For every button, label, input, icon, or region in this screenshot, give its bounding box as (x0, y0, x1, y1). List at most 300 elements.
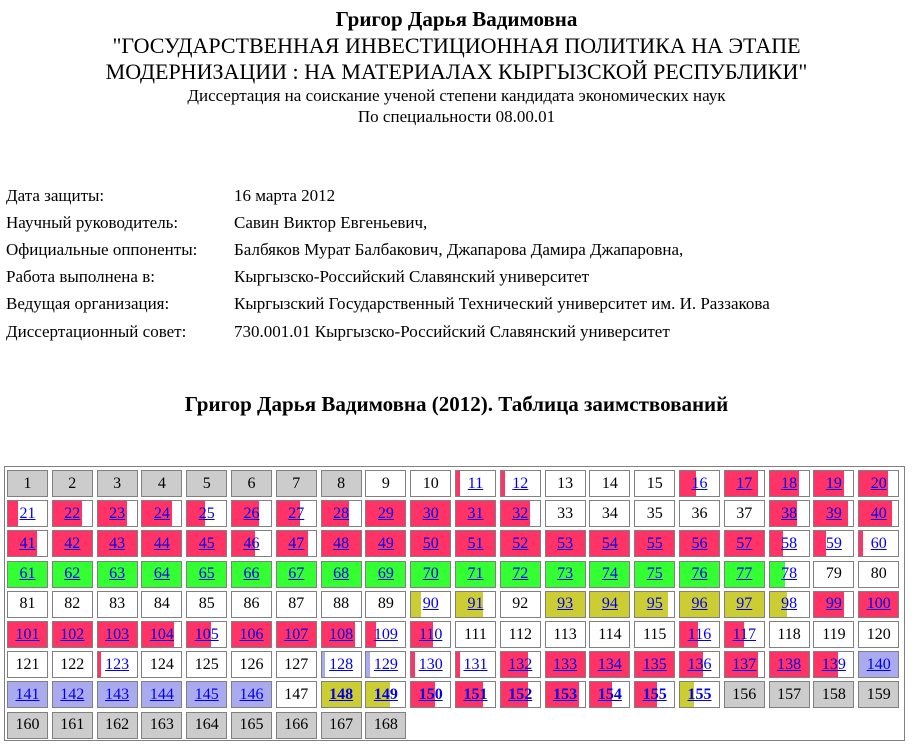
page-cell-133[interactable] (545, 651, 586, 678)
page-number: 122 (60, 655, 85, 673)
page-cell-143[interactable] (97, 681, 138, 708)
page-cell-131[interactable] (455, 651, 496, 678)
page-link[interactable]: 24 (153, 504, 170, 522)
similarity-fill (501, 471, 505, 496)
page-cell-115 (634, 621, 675, 648)
page-link[interactable]: 32 (512, 504, 529, 522)
page-number: 115 (642, 625, 667, 643)
page-cell-47[interactable] (276, 530, 317, 557)
page-link[interactable]: 76 (691, 565, 708, 583)
page-cell-72[interactable] (500, 561, 541, 588)
page-cell-57[interactable] (724, 530, 765, 557)
page-cell-30[interactable] (410, 500, 451, 527)
page-link[interactable]: 150 (418, 685, 443, 703)
page-link[interactable]: 136 (687, 655, 712, 673)
page-link[interactable]: 43 (109, 534, 126, 552)
page-cell-79 (813, 561, 854, 588)
page-link[interactable]: 55 (646, 534, 663, 552)
page-number: 36 (691, 504, 708, 522)
page-link[interactable]: 27 (288, 504, 305, 522)
page-link[interactable]: 42 (64, 534, 81, 552)
page-link[interactable]: 20 (870, 474, 887, 492)
author-name: Григор Дарья Вадимовна (335, 7, 578, 31)
page-cell-139[interactable] (813, 651, 854, 678)
page-cell-135[interactable] (634, 651, 675, 678)
page-link[interactable]: 53 (557, 534, 574, 552)
similarity-fill (411, 652, 415, 677)
page-link[interactable]: 58 (781, 534, 798, 552)
page-link[interactable]: 21 (19, 504, 36, 522)
page-number: 9 (381, 474, 390, 492)
page-cell-17[interactable] (724, 470, 765, 497)
page-link[interactable]: 29 (377, 504, 394, 522)
page-link[interactable]: 31 (467, 504, 484, 522)
page-cell-6 (231, 470, 272, 497)
page-number: 156 (732, 685, 757, 703)
page-cell-106[interactable] (231, 621, 272, 648)
page-cell-164 (186, 712, 227, 739)
page-link[interactable]: 60 (870, 534, 887, 552)
page-cell-117[interactable] (724, 621, 765, 648)
page-cell-55[interactable] (634, 530, 675, 557)
page-cell-40[interactable] (858, 500, 899, 527)
page-cell-142[interactable] (52, 681, 93, 708)
page-cell-144[interactable] (141, 681, 182, 708)
page-link[interactable]: 155 (642, 685, 667, 703)
page-cell-7 (276, 470, 317, 497)
page-number: 165 (239, 716, 264, 734)
page-link[interactable]: 66 (243, 565, 260, 583)
page-cell-141[interactable] (7, 681, 48, 708)
page-cell-70[interactable] (410, 561, 451, 588)
page-link[interactable]: 106 (239, 625, 264, 643)
page-number: 3 (113, 474, 122, 492)
page-number: 80 (870, 565, 887, 583)
page-cell-35 (634, 500, 675, 527)
page-cell-95[interactable] (634, 591, 675, 618)
page-link[interactable]: 140 (866, 655, 891, 673)
page-cell-137[interactable] (724, 651, 765, 678)
page-number: 160 (15, 716, 40, 734)
page-link[interactable]: 57 (736, 534, 753, 552)
page-cell-140[interactable] (858, 651, 899, 678)
page-number: 166 (284, 716, 309, 734)
info-value: Савин Виктор Евгеньевич, (234, 212, 428, 232)
page-link[interactable]: 108 (329, 625, 354, 643)
page-link[interactable]: 73 (557, 565, 574, 583)
page-cell-82 (52, 591, 93, 618)
similarity-fill (456, 471, 460, 496)
page-cell-107[interactable] (276, 621, 317, 648)
page-cell-4 (141, 470, 182, 497)
page-cell-11[interactable] (455, 470, 496, 497)
page-link[interactable]: 62 (64, 565, 81, 583)
page-cell-51[interactable] (455, 530, 496, 557)
page-cell-5 (186, 470, 227, 497)
page-cell-159 (858, 681, 899, 708)
page-cell-18[interactable] (769, 470, 810, 497)
page-cell-154[interactable] (589, 681, 630, 708)
page-link[interactable]: 18 (781, 474, 798, 492)
page-cell-19[interactable] (813, 470, 854, 497)
page-cell-56[interactable] (679, 530, 720, 557)
page-cell-77[interactable] (724, 561, 765, 588)
page-link[interactable]: 90 (422, 595, 439, 613)
page-cell-114 (589, 621, 630, 648)
page-link[interactable]: 54 (601, 534, 618, 552)
page-link[interactable]: 45 (198, 534, 215, 552)
page-link[interactable]: 25 (198, 504, 215, 522)
page-cell-69[interactable] (365, 561, 406, 588)
page-cell-147 (276, 681, 317, 708)
page-cell-127 (276, 651, 317, 678)
page-link[interactable]: 11 (467, 474, 484, 492)
page-cell-36 (679, 500, 720, 527)
page-link[interactable]: 153 (553, 685, 578, 703)
page-cell-104[interactable] (141, 621, 182, 648)
page-link[interactable]: 143 (105, 685, 130, 703)
page-cell-78[interactable] (769, 561, 810, 588)
page-link[interactable]: 75 (646, 565, 663, 583)
info-value: Кыргызский Государственный Технический университет им. И. Раззакова (234, 294, 770, 314)
page-cell-42[interactable] (52, 530, 93, 557)
page-cell-89 (365, 591, 406, 618)
page-cell-102[interactable] (52, 621, 93, 648)
page-cell-25[interactable] (186, 500, 227, 527)
page-cell-61[interactable] (7, 561, 48, 588)
page-link[interactable]: 22 (64, 504, 81, 522)
page-link[interactable]: 94 (601, 595, 618, 613)
page-cell-59[interactable] (813, 530, 854, 557)
info-label: Дата защиты: (6, 185, 105, 205)
page-link[interactable]: 72 (512, 565, 529, 583)
page-link[interactable]: 69 (377, 565, 394, 583)
page-cell-97[interactable] (724, 591, 765, 618)
page-number: 92 (512, 595, 529, 613)
page-cell-99[interactable] (813, 591, 854, 618)
page-link[interactable]: 50 (422, 534, 439, 552)
page-cell-80 (858, 561, 899, 588)
page-cell-83 (97, 591, 138, 618)
page-link[interactable]: 116 (687, 625, 712, 643)
page-link[interactable]: 117 (732, 625, 756, 643)
page-cell-43[interactable] (97, 530, 138, 557)
page-cell-2 (52, 470, 93, 497)
page-link[interactable]: 17 (736, 474, 753, 492)
page-cell-13 (545, 470, 586, 497)
page-link[interactable]: 38 (781, 504, 798, 522)
page-cell-100[interactable] (858, 591, 899, 618)
page-cell-74[interactable] (589, 561, 630, 588)
page-link[interactable]: 46 (243, 534, 260, 552)
page-cell-163 (141, 712, 182, 739)
page-link[interactable]: 131 (463, 655, 488, 673)
borrowings-table-title: Григор Дарья Вадимовна (2012). Таблица заимствований (184, 392, 729, 416)
page-cell-28[interactable] (321, 500, 362, 527)
page-number: 126 (239, 655, 264, 673)
page-link[interactable]: 102 (60, 625, 85, 643)
page-link[interactable]: 110 (418, 625, 443, 643)
page-cell-155[interactable] (679, 681, 720, 708)
page-cell-108[interactable] (321, 621, 362, 648)
page-link[interactable]: 103 (105, 625, 130, 643)
page-link[interactable]: 59 (825, 534, 842, 552)
page-number: 4 (157, 474, 166, 492)
page-link[interactable]: 151 (463, 685, 488, 703)
page-link[interactable]: 101 (15, 625, 40, 643)
page-cell-44[interactable] (141, 530, 182, 557)
page-cell-66[interactable] (231, 561, 272, 588)
similarity-fill (98, 652, 102, 677)
page-cell-96[interactable] (679, 591, 720, 618)
page-link[interactable]: 49 (377, 534, 394, 552)
page-cell-73[interactable] (545, 561, 586, 588)
page-link[interactable]: 64 (153, 565, 170, 583)
info-row (6, 291, 770, 318)
page-cell-9 (365, 470, 406, 497)
page-link[interactable]: 98 (781, 595, 798, 613)
page-cell-148[interactable] (321, 681, 362, 708)
page-link[interactable]: 99 (825, 595, 842, 613)
page-link[interactable]: 67 (288, 565, 305, 583)
page-cell-130[interactable] (410, 651, 451, 678)
page-cell-123[interactable] (97, 651, 138, 678)
page-link[interactable]: 95 (646, 595, 663, 613)
page-cell-22[interactable] (52, 500, 93, 527)
page-link[interactable]: 93 (557, 595, 574, 613)
page-cell-109[interactable] (365, 621, 406, 648)
page-cell-64[interactable] (141, 561, 182, 588)
page-link[interactable]: 152 (508, 685, 533, 703)
page-cell-32[interactable] (500, 500, 541, 527)
page-cell-63[interactable] (97, 561, 138, 588)
page-cell-105[interactable] (186, 621, 227, 648)
page-number: 15 (646, 474, 663, 492)
page-link[interactable]: 28 (333, 504, 350, 522)
page-link[interactable]: 16 (691, 474, 708, 492)
page-link[interactable]: 132 (508, 655, 533, 673)
page-link[interactable]: 91 (467, 595, 484, 613)
page-cell-103[interactable] (97, 621, 138, 648)
page-number: 114 (598, 625, 622, 643)
page-link[interactable]: 12 (512, 474, 529, 492)
page-cell-21[interactable] (7, 500, 48, 527)
page-link[interactable]: 97 (736, 595, 753, 613)
page-cell-48[interactable] (321, 530, 362, 557)
page-number: 89 (377, 595, 394, 613)
page-cell-26[interactable] (231, 500, 272, 527)
page-cell-38[interactable] (769, 500, 810, 527)
page-link[interactable]: 48 (333, 534, 350, 552)
page-cell-75[interactable] (634, 561, 675, 588)
info-label: Ведущая организация: (6, 294, 170, 314)
page-link[interactable]: 129 (373, 655, 398, 673)
page-cell-94[interactable] (589, 591, 630, 618)
page-cell-15 (634, 470, 675, 497)
page-cell-98[interactable] (769, 591, 810, 618)
page-cell-76[interactable] (679, 561, 720, 588)
page-link[interactable]: 107 (284, 625, 309, 643)
page-cell-155[interactable] (634, 681, 675, 708)
page-link[interactable]: 51 (467, 534, 484, 552)
page-cell-110[interactable] (410, 621, 451, 648)
page-cell-53[interactable] (545, 530, 586, 557)
page-number: 121 (15, 655, 40, 673)
page-number: 159 (866, 685, 891, 703)
page-link[interactable]: 30 (422, 504, 439, 522)
page-cell-8 (321, 470, 362, 497)
page-link[interactable]: 144 (149, 685, 174, 703)
page-link[interactable]: 130 (418, 655, 443, 673)
page-cell-136[interactable] (679, 651, 720, 678)
page-link[interactable]: 71 (467, 565, 484, 583)
page-cell-24[interactable] (141, 500, 182, 527)
page-cell-12[interactable] (500, 470, 541, 497)
page-cell-52[interactable] (500, 530, 541, 557)
page-link[interactable]: 40 (870, 504, 887, 522)
page-number: 157 (777, 685, 802, 703)
specialty-line: По специальности 08.00.01 (357, 107, 556, 126)
similarity-fill (456, 652, 460, 677)
page-cell-90[interactable] (410, 591, 451, 618)
page-cell-162 (97, 712, 138, 739)
page-link[interactable]: 70 (422, 565, 439, 583)
page-link[interactable]: 104 (149, 625, 174, 643)
page-cell-45[interactable] (186, 530, 227, 557)
page-cell-39[interactable] (813, 500, 854, 527)
page-number: 5 (202, 474, 211, 492)
page-link[interactable]: 137 (732, 655, 757, 673)
page-cell-46[interactable] (231, 530, 272, 557)
page-cell-118 (769, 621, 810, 648)
page-link[interactable]: 134 (597, 655, 622, 673)
page-cell-65[interactable] (186, 561, 227, 588)
page-cell-168 (365, 712, 406, 739)
page-cell-58[interactable] (769, 530, 810, 557)
page-cell-92 (500, 591, 541, 618)
page-link[interactable]: 109 (373, 625, 398, 643)
info-label: Работа выполнена в: (6, 267, 155, 287)
page-cell-149[interactable] (365, 681, 406, 708)
page-link[interactable]: 78 (781, 565, 798, 583)
info-label: Диссертационный совет: (6, 321, 187, 341)
page-cell-27[interactable] (276, 500, 317, 527)
page-cell-41[interactable] (7, 530, 48, 557)
page-link[interactable]: 96 (691, 595, 708, 613)
page-cell-31[interactable] (455, 500, 496, 527)
page-cell-23[interactable] (97, 500, 138, 527)
page-link[interactable]: 135 (642, 655, 667, 673)
page-link[interactable]: 56 (691, 534, 708, 552)
page-number: 6 (247, 474, 256, 492)
page-number: 125 (194, 655, 219, 673)
page-link[interactable]: 41 (19, 534, 36, 552)
page-link[interactable]: 65 (198, 565, 215, 583)
page-link[interactable]: 23 (109, 504, 126, 522)
page-cell-145[interactable] (186, 681, 227, 708)
page-cell-67[interactable] (276, 561, 317, 588)
page-cell-128[interactable] (321, 651, 362, 678)
page-number: 10 (422, 474, 439, 492)
page-number: 79 (825, 565, 842, 583)
page-link[interactable]: 148 (329, 685, 354, 703)
page-number: 87 (288, 595, 305, 613)
page-cell-54[interactable] (589, 530, 630, 557)
page-cell-101[interactable] (7, 621, 48, 648)
page-link[interactable]: 44 (153, 534, 170, 552)
page-link[interactable]: 61 (19, 565, 36, 583)
page-cell-150[interactable] (410, 681, 451, 708)
page-number: 119 (822, 625, 846, 643)
page-link[interactable]: 149 (373, 685, 398, 703)
page-cell-91[interactable] (455, 591, 496, 618)
page-link[interactable]: 105 (194, 625, 219, 643)
page-link[interactable]: 142 (60, 685, 85, 703)
page-link[interactable]: 139 (821, 655, 846, 673)
page-number: 158 (821, 685, 846, 703)
page-cell-49[interactable] (365, 530, 406, 557)
page-cell-60[interactable] (858, 530, 899, 557)
page-cell-146[interactable] (231, 681, 272, 708)
page-number: 82 (64, 595, 81, 613)
page-link[interactable]: 138 (777, 655, 802, 673)
page-cell-153[interactable] (545, 681, 586, 708)
page-cell-152[interactable] (500, 681, 541, 708)
page-number: 14 (601, 474, 618, 492)
page-cell-132[interactable] (500, 651, 541, 678)
page-link[interactable]: 26 (243, 504, 260, 522)
page-cell-116[interactable] (679, 621, 720, 648)
page-cell-134[interactable] (589, 651, 630, 678)
page-cell-129[interactable] (365, 651, 406, 678)
page-cell-71[interactable] (455, 561, 496, 588)
page-cell-68[interactable] (321, 561, 362, 588)
page-cell-165 (231, 712, 272, 739)
page-link[interactable]: 47 (288, 534, 305, 552)
page-link[interactable]: 39 (825, 504, 842, 522)
page-link[interactable]: 63 (109, 565, 126, 583)
page-link[interactable]: 74 (601, 565, 618, 583)
page-cell-138[interactable] (769, 651, 810, 678)
page-cell-93[interactable] (545, 591, 586, 618)
page-link[interactable]: 100 (866, 595, 891, 613)
page-cell-34 (589, 500, 630, 527)
page-cell-85 (186, 591, 227, 618)
info-row (6, 182, 770, 209)
page-cell-62[interactable] (52, 561, 93, 588)
page-link[interactable]: 128 (329, 655, 354, 673)
page-link[interactable]: 123 (105, 655, 130, 673)
page-link[interactable]: 141 (15, 685, 40, 703)
page-cell-1 (7, 470, 48, 497)
page-link[interactable]: 133 (553, 655, 578, 673)
page-cell-16[interactable] (679, 470, 720, 497)
page-link[interactable]: 77 (736, 565, 753, 583)
page-link[interactable]: 146 (239, 685, 264, 703)
dissertation-header (0, 6, 913, 127)
page-cell-50[interactable] (410, 530, 451, 557)
page-cell-20[interactable] (858, 470, 899, 497)
page-cell-151[interactable] (455, 681, 496, 708)
page-link[interactable]: 155 (687, 685, 712, 703)
page-link[interactable]: 154 (597, 685, 622, 703)
page-link[interactable]: 68 (333, 565, 350, 583)
page-cell-29[interactable] (365, 500, 406, 527)
page-link[interactable]: 145 (194, 685, 219, 703)
page-link[interactable]: 52 (512, 534, 529, 552)
info-label: Научный руководитель: (6, 212, 179, 232)
page-link[interactable]: 19 (825, 474, 842, 492)
